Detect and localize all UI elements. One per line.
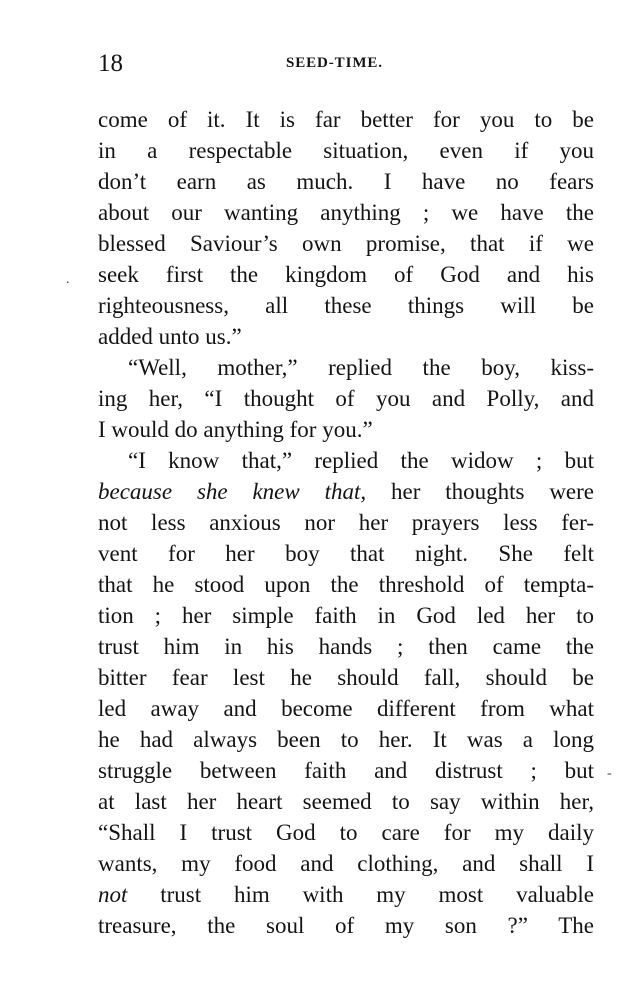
text-line: trust him in his hands ; then came the xyxy=(98,634,594,659)
text-line: vent for her boy that night. She felt xyxy=(98,541,594,566)
running-head: SEED-TIME. xyxy=(286,55,383,71)
text-line: bitter fear lest he should fall, should be xyxy=(98,665,594,690)
text-line: ing her, “I thought of you and Polly, and xyxy=(98,386,594,411)
text-line: come of it. It is far better for you to be xyxy=(98,107,594,132)
italic-phrase: because she knew that, xyxy=(98,479,367,504)
text-line-mixed xyxy=(98,476,594,507)
page-number: 18 xyxy=(98,50,123,77)
text-line: wants, my food and clothing, and shall I xyxy=(98,851,594,876)
text-line: seek first the kingdom of God and his xyxy=(98,262,594,287)
body-text xyxy=(98,104,594,941)
page-header xyxy=(98,50,591,80)
text-line: led away and become different from what xyxy=(98,696,594,721)
text-line: “Well, mother,” replied the boy, kiss- xyxy=(128,355,594,380)
text-line: that he stood upon the threshold of tempta- xyxy=(98,572,594,597)
text-line: “Shall I trust God to care for my daily xyxy=(98,820,594,845)
text-line: not less anxious nor her prayers less fer- xyxy=(98,510,594,535)
text-line-mixed xyxy=(98,879,594,910)
italic-word: not xyxy=(98,882,128,907)
text-line: at last her heart seemed to say within her, xyxy=(98,789,594,814)
text-line: blessed Saviour’s own promise, that if we xyxy=(98,231,594,256)
text-line: added unto us.” xyxy=(98,324,242,349)
text-segment: her thoughts were xyxy=(366,479,595,504)
margin-speck: . xyxy=(66,272,70,287)
margin-speck: - xyxy=(607,766,612,781)
text-line: treasure, the soul of my son ?” The xyxy=(98,913,594,938)
text-line: “I know that,” replied the widow ; but xyxy=(128,448,594,473)
text-line: don’t earn as much. I have no fears xyxy=(98,169,594,194)
text-line: I would do anything for you.” xyxy=(98,417,373,442)
text-line: about our wanting anything ; we have the xyxy=(98,200,594,225)
text-line: tion ; her simple faith in God led her to xyxy=(98,603,594,628)
text-line: righteousness, all these things will be xyxy=(98,293,594,318)
text-line: he had always been to her. It was a long xyxy=(98,727,594,752)
text-segment: trust him with my most valuable xyxy=(127,882,594,907)
text-line: struggle between faith and distrust ; but xyxy=(98,758,594,783)
text-line: in a respectable situation, even if you xyxy=(98,138,594,163)
